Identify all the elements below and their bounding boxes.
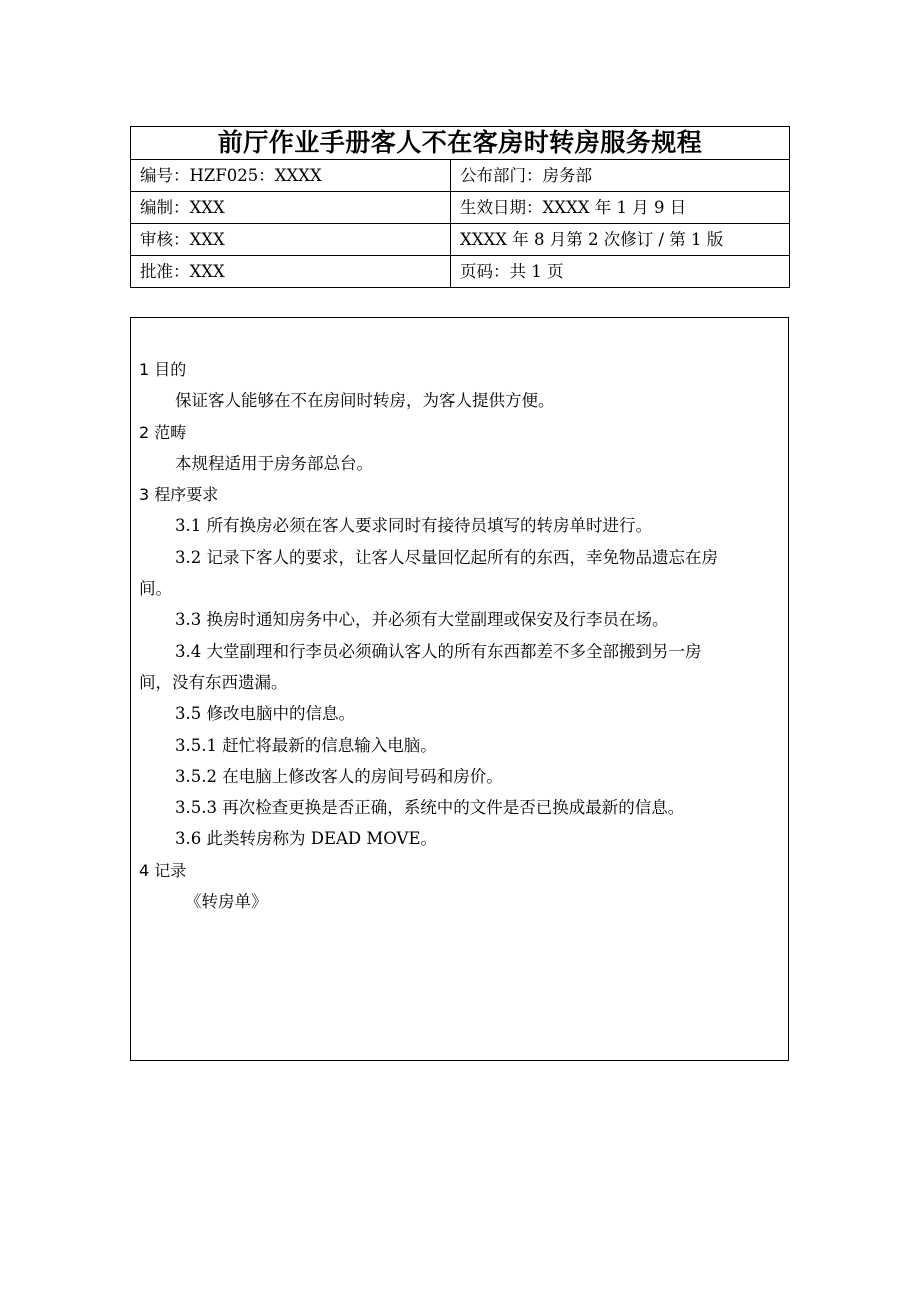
procedure-item-3-3: 3.3 换房时通知房务中心，并必须有大堂副理或保安及行李员在场。 xyxy=(175,610,669,630)
procedure-item-3-6: 3.6 此类转房称为 DEAD MOVE。 xyxy=(175,829,437,849)
section-records-text: 《转房单》 xyxy=(185,892,268,912)
section-procedure-title: 3 程序要求 xyxy=(139,485,219,505)
header-row xyxy=(131,224,790,256)
procedure-item-3-1: 3.1 所有换房必须在客人要求同时有接待员填写的转房单时进行。 xyxy=(175,516,652,536)
document-number: 编号：HZF025：XXXX xyxy=(131,160,451,192)
procedure-item-3-5-2: 3.5.2 在电脑上修改客人的房间号码和房价。 xyxy=(175,766,503,786)
issuing-department: 公布部门：房务部 xyxy=(451,160,790,192)
section-purpose-text: 保证客人能够在不在房间时转房，为客人提供方便。 xyxy=(175,391,555,411)
page-count: 页码：共 1 页 xyxy=(451,256,790,288)
procedure-item-3-2-continued: 间。 xyxy=(139,579,172,599)
section-purpose-title: 1 目的 xyxy=(139,360,187,379)
prepared-by: 编制：XXX xyxy=(131,192,451,224)
reviewed-by: 审核：XXX xyxy=(131,224,451,256)
procedure-item-3-5: 3.5 修改电脑中的信息。 xyxy=(175,704,355,724)
procedure-content xyxy=(139,354,780,917)
approved-by: 批准：XXX xyxy=(131,256,451,288)
header-row xyxy=(131,160,790,192)
header-row xyxy=(131,192,790,224)
section-scope-title: 2 范畴 xyxy=(139,422,187,442)
procedure-content-box xyxy=(130,317,789,1061)
effective-date: 生效日期：XXXX 年 1 月 9 日 xyxy=(451,192,790,224)
title-row xyxy=(131,127,790,160)
section-records-title: 4 记录 xyxy=(139,860,187,880)
header-row xyxy=(131,256,790,288)
revision-info: XXXX 年 8 月第 2 次修订 / 第 1 版 xyxy=(451,224,790,256)
procedure-item-3-5-1: 3.5.1 赶忙将最新的信息输入电脑。 xyxy=(175,735,437,755)
procedure-item-3-5-3: 3.5.3 再次检查更换是否正确，系统中的文件是否已换成最新的信息。 xyxy=(175,798,685,818)
document-title: 前厅作业手册客人不在客房时转房服务规程 xyxy=(131,127,790,160)
procedure-item-3-4-continued: 间，没有东西遗漏。 xyxy=(139,672,288,692)
section-scope-text: 本规程适用于房务部总台。 xyxy=(175,453,373,473)
document-header-table xyxy=(130,126,790,288)
procedure-item-3-2: 3.2 记录下客人的要求，让客人尽量回忆起所有的东西，幸免物品遗忘在房 xyxy=(175,547,718,567)
procedure-item-3-4: 3.4 大堂副理和行李员必须确认客人的所有东西都差不多全部搬到另一房 xyxy=(175,641,702,661)
